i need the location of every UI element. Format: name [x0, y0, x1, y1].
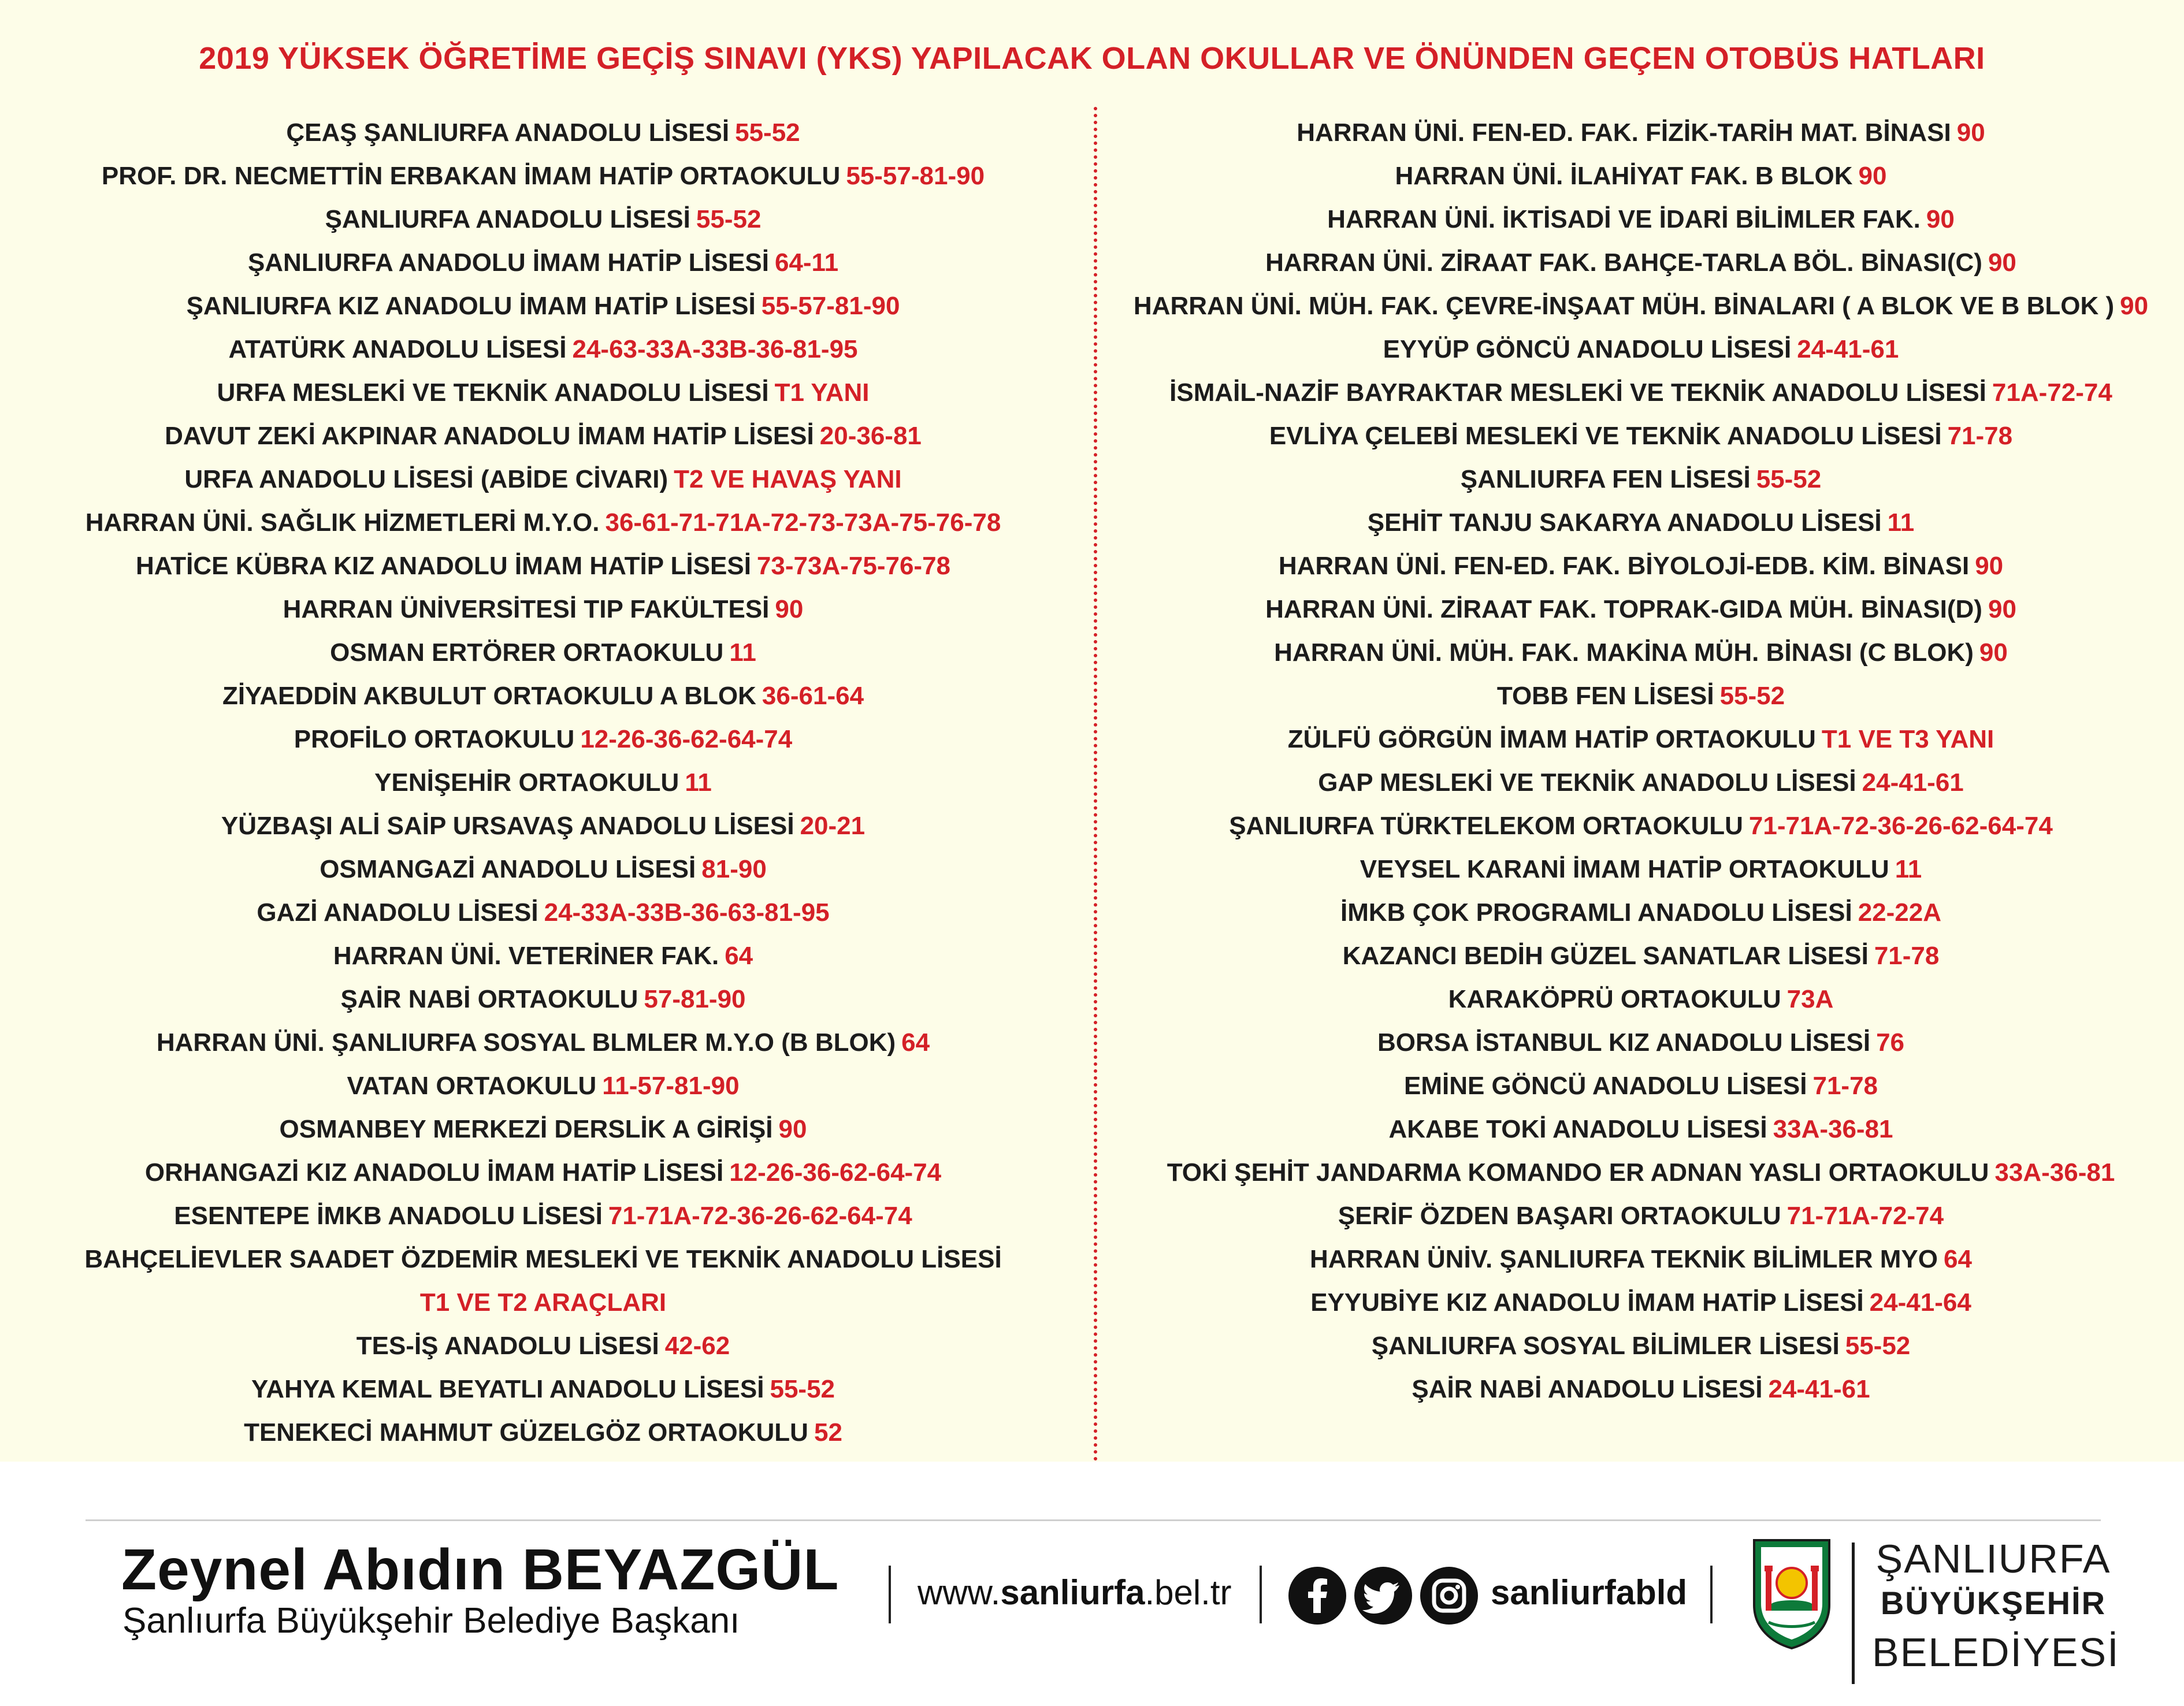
school-name: EYYÜP GÖNCÜ ANADOLU LİSESİ [1383, 335, 1792, 363]
municipality-seal-icon [1748, 1536, 1835, 1651]
bus-lines: 55-52 [1719, 682, 1785, 710]
school-name: ESENTEPE İMKB ANADOLU LİSESİ [174, 1202, 603, 1230]
list-item [1115, 891, 2167, 934]
bus-lines: 90 [2120, 292, 2149, 320]
bus-lines: 64 [901, 1028, 930, 1057]
bus-lines: 11 [1895, 855, 1922, 883]
list-item [23, 588, 1063, 631]
list-item [1115, 588, 2167, 631]
website-domain: sanliurfa [1000, 1573, 1145, 1612]
instagram-icon[interactable] [1420, 1567, 1478, 1625]
school-name: ZİYAEDDİN AKBULUT ORTAOKULU A BLOK [222, 682, 756, 710]
list-item [23, 284, 1063, 328]
bus-lines: 55-57-81-90 [761, 292, 900, 320]
bus-lines: 11-57-81-90 [602, 1072, 740, 1100]
footer-separator [1710, 1566, 1713, 1623]
list-item [1115, 804, 2167, 848]
bus-lines: 33A-36-81 [1773, 1115, 1893, 1143]
bus-lines: 24-63-33A-33B-36-81-95 [572, 335, 858, 363]
school-name: HARRAN ÜNİ. FEN-ED. FAK. FİZİK-TARİH MAT. BİNASI [1297, 118, 1951, 147]
bus-lines: 71-71A-72-36-26-62-64-74 [1748, 812, 2053, 840]
school-name: İSMAİL-NAZİF BAYRAKTAR MESLEKİ VE TEKNİK ANADOLU LİSESİ [1169, 378, 1986, 407]
website-prefix: www. [918, 1573, 1001, 1612]
school-name: ORHANGAZİ KIZ ANADOLU İMAM HATİP LİSESİ [144, 1158, 724, 1187]
list-item [1115, 544, 2167, 588]
bus-lines: 22-22A [1858, 898, 1941, 927]
bus-lines: 11 [729, 638, 756, 667]
bus-lines: 90 [775, 595, 804, 623]
list-item [1115, 1021, 2167, 1064]
bus-lines: 71-71A-72-74 [1786, 1202, 1944, 1230]
list-item [23, 848, 1063, 891]
footer-rule [86, 1519, 2101, 1521]
bus-lines: 71A-72-74 [1992, 378, 2112, 407]
list-item [23, 1281, 1063, 1324]
bus-lines: 73-73A-75-76-78 [756, 552, 951, 580]
bus-lines: T1 VE T2 ARAÇLARI [419, 1288, 667, 1317]
list-item [1115, 414, 2167, 458]
school-name: HARRAN ÜNİ. SAĞLIK HİZMETLERİ M.Y.O. [85, 508, 600, 537]
website-suffix: .bel.tr [1145, 1573, 1232, 1612]
school-name: OSMAN ERTÖRER ORTAOKULU [330, 638, 724, 667]
list-item [23, 1151, 1063, 1194]
list-item [1115, 154, 2167, 198]
list-item [1115, 458, 2167, 501]
bus-lines: 20-36-81 [819, 422, 922, 450]
bus-lines: 55-52 [735, 118, 800, 147]
bus-lines: 55-52 [696, 205, 762, 233]
bus-lines: 20-21 [800, 812, 866, 840]
list-item [23, 111, 1063, 154]
list-item [1115, 1194, 2167, 1237]
footer [0, 1462, 2184, 1706]
school-name: GAP MESLEKİ VE TEKNİK ANADOLU LİSESİ [1318, 768, 1856, 797]
bus-lines: 24-41-64 [1869, 1288, 1971, 1317]
school-name: HARRAN ÜNİVERSİTESİ TIP FAKÜLTESİ [283, 595, 770, 623]
bus-lines: 55-52 [1845, 1332, 1911, 1360]
school-name: EMİNE GÖNCÜ ANADOLU LİSESİ [1403, 1072, 1807, 1100]
school-name: HARRAN ÜNİ. İLAHİYAT FAK. B BLOK [1395, 162, 1853, 190]
brand-line-1: ŞANLIURFA [1875, 1536, 2111, 1581]
bus-lines: 71-78 [1947, 422, 2013, 450]
brand-line-2: BÜYÜKŞEHİR [1880, 1585, 2107, 1621]
bus-lines: 64-11 [774, 248, 839, 277]
bus-lines: 90 [1988, 595, 2016, 623]
bus-lines: T2 VE HAVAŞ YANI [674, 465, 902, 493]
bus-lines: 42-62 [664, 1332, 730, 1360]
school-name: VEYSEL KARANİ İMAM HATİP ORTAOKULU [1360, 855, 1889, 883]
bus-lines: 55-52 [1756, 465, 1822, 493]
bus-lines: 36-61-71-71A-72-73-73A-75-76-78 [605, 508, 1001, 537]
list-item [1115, 328, 2167, 371]
school-name: KAZANCI BEDİH GÜZEL SANATLAR LİSESİ [1342, 942, 1869, 970]
bus-lines: 90 [778, 1115, 807, 1143]
school-name: PROF. DR. NECMETTİN ERBAKAN İMAM HATİP ORTAOKULU [101, 162, 841, 190]
list-item [23, 154, 1063, 198]
list-item [1115, 1281, 2167, 1324]
bus-lines: 90 [1988, 248, 2016, 277]
school-name: YAHYA KEMAL BEYATLI ANADOLU LİSESİ [251, 1375, 764, 1403]
school-name: TES-İŞ ANADOLU LİSESİ [356, 1332, 659, 1360]
bus-lines: T1 VE T3 YANI [1821, 725, 1994, 753]
right-school-list [1115, 111, 2167, 1411]
bus-lines: 36-61-64 [762, 682, 864, 710]
school-name: HATİCE KÜBRA KIZ ANADOLU İMAM HATİP LİSESİ [135, 552, 751, 580]
list-item [23, 1021, 1063, 1064]
bus-lines: 90 [1979, 638, 2008, 667]
list-item [23, 1367, 1063, 1411]
mayor-name: Zeynel Abıdın BEYAZGÜL [121, 1537, 840, 1602]
school-name: HARRAN ÜNİV. ŞANLIURFA TEKNİK BİLİMLER MYO [1310, 1245, 1938, 1273]
bus-lines: 33A-36-81 [1994, 1158, 2115, 1187]
brand-separator [1852, 1543, 1855, 1684]
school-name: ŞAİR NABİ ANADOLU LİSESİ [1412, 1375, 1763, 1403]
social-handle[interactable]: sanliurfabld [1491, 1573, 1688, 1612]
list-item [23, 761, 1063, 804]
school-name: VATAN ORTAOKULU [347, 1072, 597, 1100]
list-item [1115, 718, 2167, 761]
list-item [1115, 848, 2167, 891]
bus-lines: 73A [1786, 985, 1834, 1013]
school-name: KARAKÖPRÜ ORTAOKULU [1448, 985, 1781, 1013]
list-item [23, 241, 1063, 284]
bus-lines: 64 [1944, 1245, 1972, 1273]
school-name: ŞANLIURFA FEN LİSESİ [1460, 465, 1751, 493]
brand-line-3: BELEDİYESİ [1872, 1630, 2120, 1675]
list-item [23, 414, 1063, 458]
school-name: ŞAİR NABİ ORTAOKULU [340, 985, 638, 1013]
school-name: URFA MESLEKİ VE TEKNİK ANADOLU LİSESİ [217, 378, 769, 407]
school-name: URFA ANADOLU LİSESİ (ABİDE CİVARI) [184, 465, 668, 493]
school-name: HARRAN ÜNİ. MÜH. FAK. ÇEVRE-İNŞAAT MÜH. BİNALARI ( A BLOK VE B BLOK ) [1133, 292, 2115, 320]
list-item [23, 198, 1063, 241]
list-item [23, 1324, 1063, 1367]
list-item [23, 371, 1063, 414]
school-name: EYYUBİYE KIZ ANADOLU İMAM HATİP LİSESİ [1310, 1288, 1864, 1317]
school-name: İMKB ÇOK PROGRAMLI ANADOLU LİSESİ [1340, 898, 1852, 927]
facebook-icon[interactable] [1288, 1567, 1346, 1625]
school-name: ŞERİF ÖZDEN BAŞARI ORTAOKULU [1338, 1202, 1781, 1230]
left-school-list [23, 111, 1063, 1454]
school-name: HARRAN ÜNİ. ZİRAAT FAK. BAHÇE-TARLA BÖL. BİNASI(C) [1265, 248, 1982, 277]
school-name: HARRAN ÜNİ. ŞANLIURFA SOSYAL BLMLER M.Y.O (B BLOK) [156, 1028, 896, 1057]
bus-lines: 11 [685, 768, 712, 797]
list-item [23, 1194, 1063, 1237]
list-item [23, 1064, 1063, 1107]
bus-lines: 76 [1876, 1028, 1905, 1057]
list-item [1115, 631, 2167, 674]
bus-lines: 24-41-61 [1797, 335, 1899, 363]
school-name: BORSA İSTANBUL KIZ ANADOLU LİSESİ [1377, 1028, 1871, 1057]
list-item [1115, 934, 2167, 977]
school-name: HARRAN ÜNİ. FEN-ED. FAK. BİYOLOJİ-EDB. KİM. BİNASI [1278, 552, 1970, 580]
bus-lines: 71-78 [1874, 942, 1940, 970]
bus-lines: T1 YANI [774, 378, 870, 407]
list-item [1115, 1064, 2167, 1107]
school-name: AKABE TOKİ ANADOLU LİSESİ [1388, 1115, 1767, 1143]
footer-separator [889, 1566, 891, 1623]
school-name: TOKİ ŞEHİT JANDARMA KOMANDO ER ADNAN YASLI ORTAOKULU [1167, 1158, 1989, 1187]
bus-lines: 71-71A-72-36-26-62-64-74 [608, 1202, 912, 1230]
bus-lines: 11 [1887, 508, 1915, 537]
list-item [1115, 1107, 2167, 1151]
school-name: OSMANGAZİ ANADOLU LİSESİ [320, 855, 696, 883]
bus-lines: 71-78 [1812, 1072, 1878, 1100]
bus-lines: 24-33A-33B-36-63-81-95 [544, 898, 830, 927]
bus-lines: 57-81-90 [644, 985, 746, 1013]
list-item [1115, 977, 2167, 1021]
school-name: YENİŞEHİR ORTAOKULU [374, 768, 679, 797]
bus-lines: 12-26-36-62-64-74 [729, 1158, 942, 1187]
list-item [23, 977, 1063, 1021]
list-item [23, 1411, 1063, 1454]
column-divider [1094, 107, 1097, 1462]
list-item [1115, 198, 2167, 241]
bus-lines: 24-41-61 [1768, 1375, 1870, 1403]
school-name: ŞEHİT TANJU SAKARYA ANADOLU LİSESİ [1367, 508, 1882, 537]
list-item [23, 501, 1063, 544]
bus-lines: 90 [1975, 552, 2004, 580]
bus-lines: 90 [1926, 205, 1955, 233]
school-name: DAVUT ZEKİ AKPINAR ANADOLU İMAM HATİP LİSESİ [165, 422, 814, 450]
bus-lines: 52 [814, 1418, 842, 1447]
school-name: HARRAN ÜNİ. VETERİNER FAK. [333, 942, 719, 970]
list-item [23, 674, 1063, 718]
bus-lines: 90 [1858, 162, 1887, 190]
list-item [1115, 674, 2167, 718]
school-name: GAZİ ANADOLU LİSESİ [257, 898, 538, 927]
school-name: ATATÜRK ANADOLU LİSESİ [228, 335, 567, 363]
school-name: YÜZBAŞI ALİ SAİP URSAVAŞ ANADOLU LİSESİ [221, 812, 794, 840]
list-item [23, 891, 1063, 934]
bus-lines: 64 [725, 942, 753, 970]
list-item [1115, 111, 2167, 154]
list-item [23, 328, 1063, 371]
list-item [23, 804, 1063, 848]
bus-lines: 24-41-61 [1862, 768, 1964, 797]
list-item [23, 718, 1063, 761]
list-item [1115, 241, 2167, 284]
bus-lines: 12-26-36-62-64-74 [580, 725, 793, 753]
twitter-icon[interactable] [1354, 1567, 1412, 1625]
school-name: HARRAN ÜNİ. MÜH. FAK. MAKİNA MÜH. BİNASI (C BLOK) [1274, 638, 1974, 667]
bus-lines: 90 [1956, 118, 1985, 147]
school-name: BAHÇELİEVLER SAADET ÖZDEMİR MESLEKİ VE TEKNİK ANADOLU LİSESİ [84, 1245, 1002, 1273]
list-item [23, 1107, 1063, 1151]
school-name: OSMANBEY MERKEZİ DERSLİK A GİRİŞİ [279, 1115, 773, 1143]
school-name: TENEKECİ MAHMUT GÜZELGÖZ ORTAOKULU [244, 1418, 808, 1447]
bus-lines: 55-57-81-90 [846, 162, 985, 190]
school-name: ŞANLIURFA TÜRKTELEKOM ORTAOKULU [1229, 812, 1743, 840]
school-name: ŞANLIURFA SOSYAL BİLİMLER LİSESİ [1371, 1332, 1840, 1360]
bus-lines: 55-52 [770, 1375, 835, 1403]
page-title: 2019 YÜKSEK ÖĞRETİME GEÇİŞ SINAVI (YKS) YAPILACAK OLAN OKULLAR VE ÖNÜNDEN GEÇEN OTOBÜS HATLARI [199, 41, 1985, 76]
list-item [1115, 1367, 2167, 1411]
footer-separator [1260, 1566, 1262, 1623]
list-item [1115, 1151, 2167, 1194]
school-name: HARRAN ÜNİ. ZİRAAT FAK. TOPRAK-GIDA MÜH. BİNASI(D) [1265, 595, 1982, 623]
school-name: ŞANLIURFA KIZ ANADOLU İMAM HATİP LİSESİ [186, 292, 756, 320]
bus-lines: 81-90 [701, 855, 767, 883]
list-item [23, 631, 1063, 674]
school-name: HARRAN ÜNİ. İKTİSADİ VE İDARİ BİLİMLER FAK. [1327, 205, 1921, 233]
list-item [1115, 761, 2167, 804]
list-item [23, 1237, 1063, 1281]
website-link[interactable] [918, 1573, 1232, 1612]
school-name: ZÜLFÜ GÖRGÜN İMAM HATİP ORTAOKULU [1287, 725, 1816, 753]
list-item [1115, 501, 2167, 544]
list-item [23, 458, 1063, 501]
list-item [1115, 284, 2167, 328]
list-item [1115, 371, 2167, 414]
school-name: ŞANLIURFA ANADOLU LİSESİ [325, 205, 690, 233]
list-item [1115, 1237, 2167, 1281]
school-name: ŞANLIURFA ANADOLU İMAM HATİP LİSESİ [247, 248, 769, 277]
school-name: ÇEAŞ ŞANLIURFA ANADOLU LİSESİ [286, 118, 730, 147]
list-item [1115, 1324, 2167, 1367]
list-item [23, 934, 1063, 977]
school-name: TOBB FEN LİSESİ [1496, 682, 1714, 710]
school-name: EVLİYA ÇELEBİ MESLEKİ VE TEKNİK ANADOLU LİSESİ [1269, 422, 1942, 450]
list-item [23, 544, 1063, 588]
mayor-title: Şanlıurfa Büyükşehir Belediye Başkanı [122, 1601, 740, 1641]
school-name: PROFİLO ORTAOKULU [294, 725, 575, 753]
